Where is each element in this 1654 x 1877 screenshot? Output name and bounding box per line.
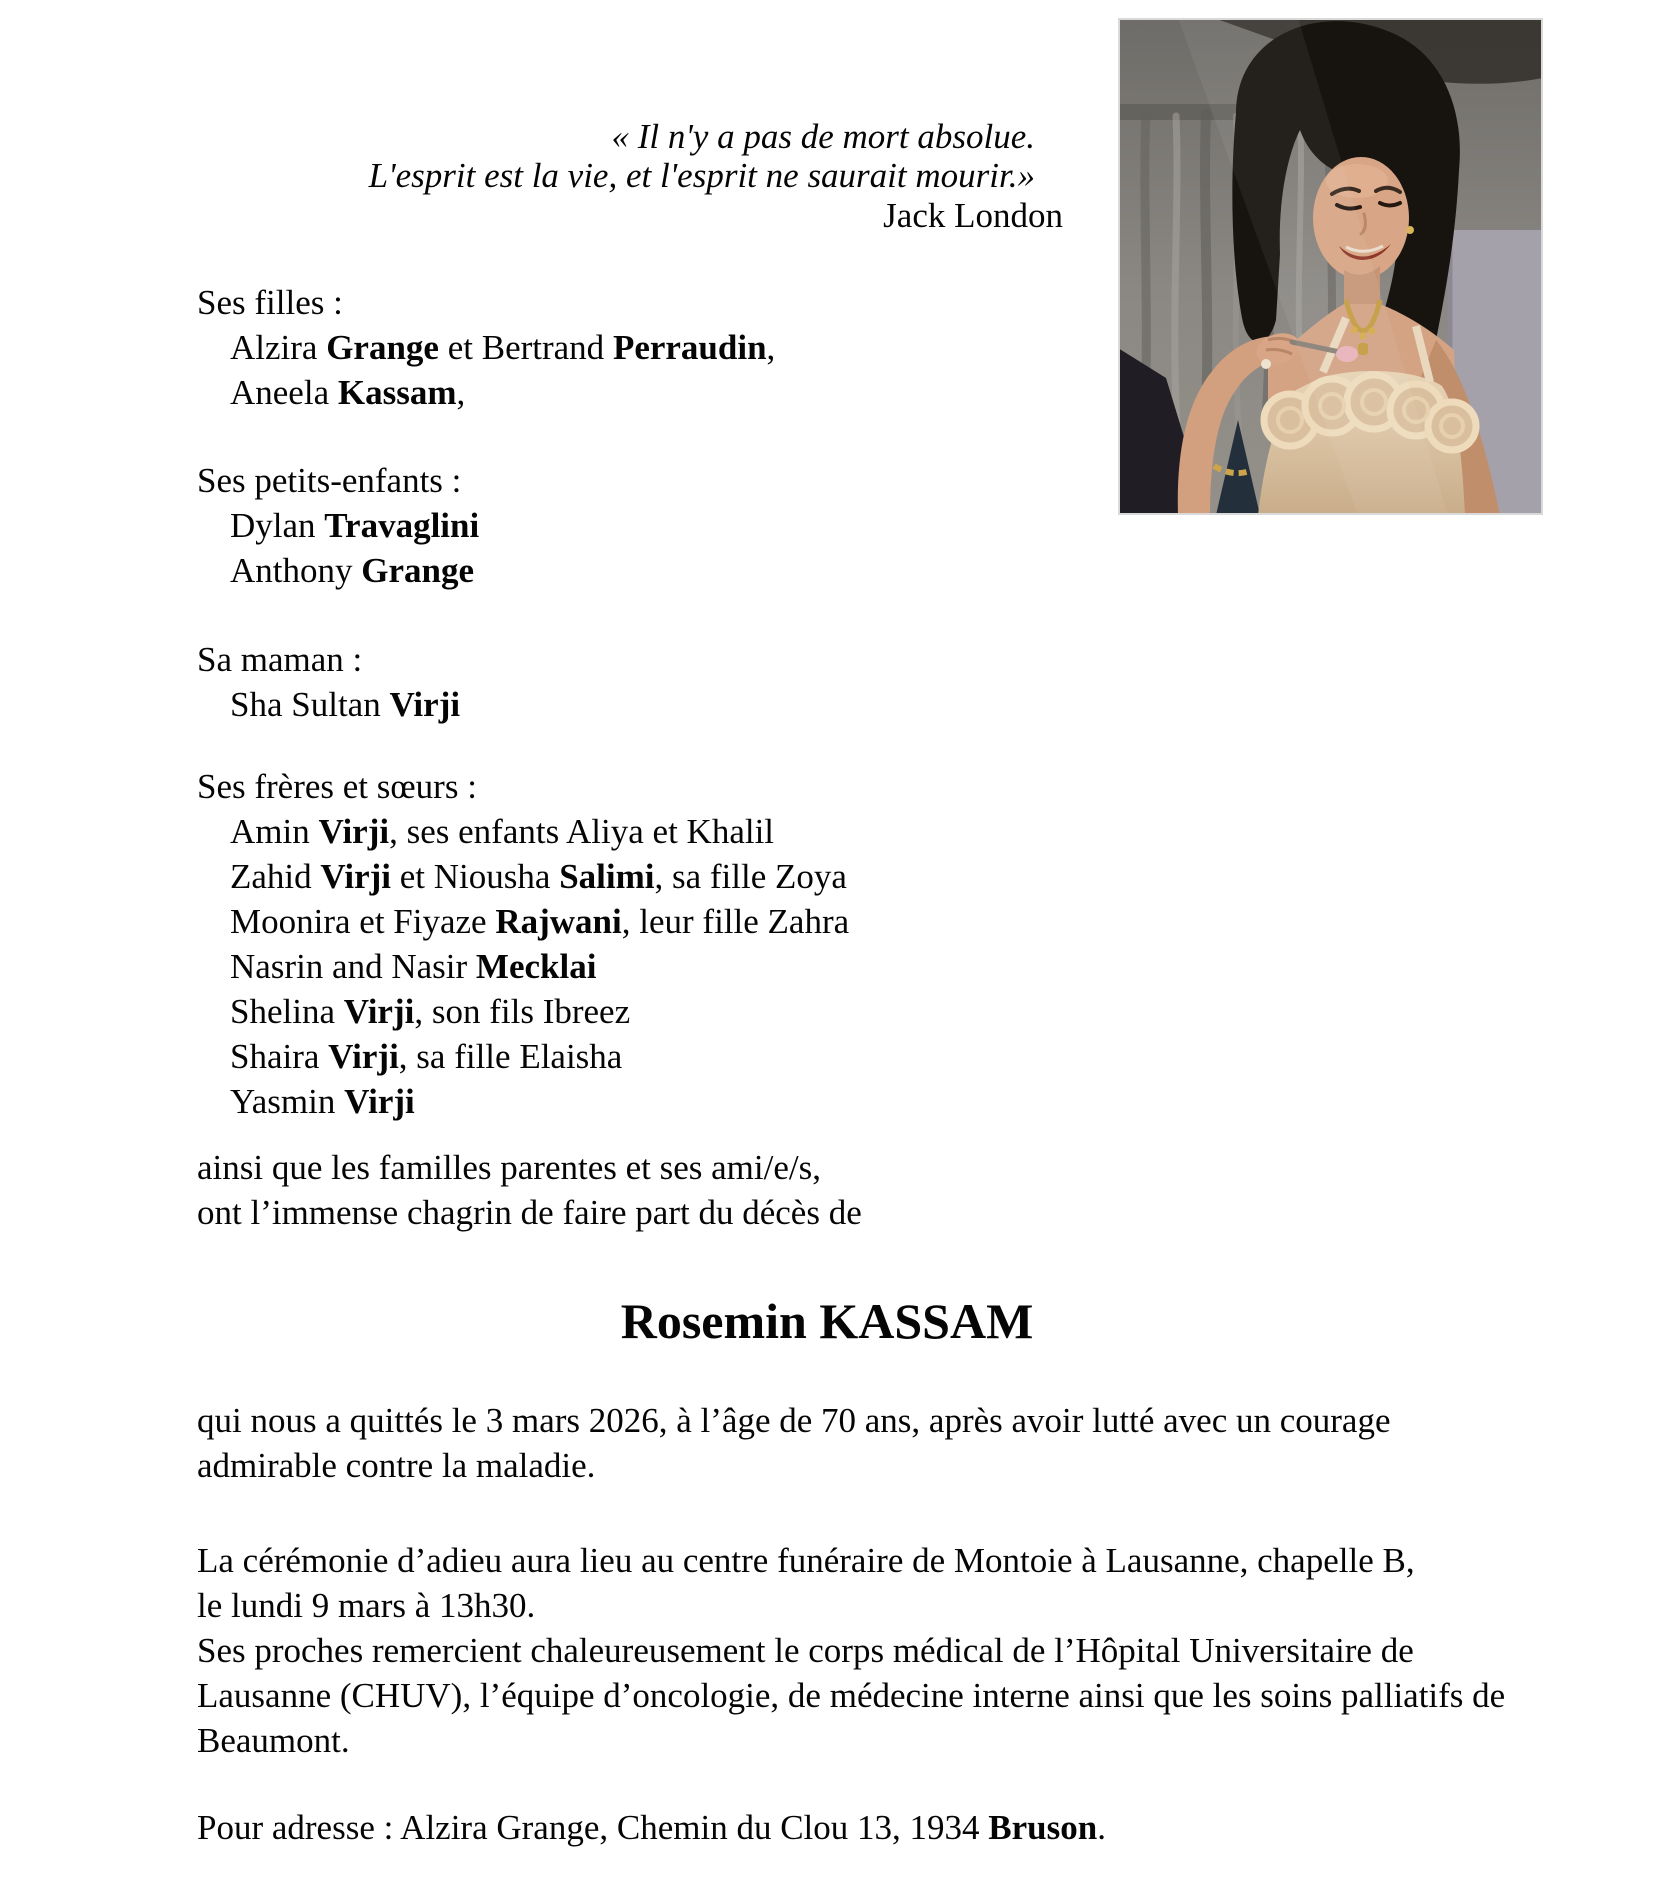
portrait-photo [1118,18,1543,515]
text-segment: , ses enfants Aliya et Khalil [389,812,775,851]
text-segment: , son fils Ibreez [414,992,631,1031]
closing-line-2: ont l’immense chagrin de faire part du décès de [197,1193,862,1232]
section-mother [197,637,460,727]
surname-bold: Mecklai [475,947,597,986]
surname-bold: Virji [344,1082,415,1121]
section-grandchildren [197,458,479,593]
text-line: admirable contre la maladie. [197,1446,596,1485]
surname-bold: Virji [328,1037,399,1076]
text-segment: Alzira [230,328,327,367]
text-segment: et Niousha [391,857,560,896]
surname-bold: Virji [343,992,415,1031]
text-segment: Anthony [230,551,362,590]
quote-author: Jack London [883,196,1063,235]
surname-bold: Virji [389,685,461,724]
text-line [230,503,479,548]
text-segment: Dylan [230,506,325,545]
section-heading: Ses filles : [197,283,343,322]
surname-bold: Travaglini [324,506,480,545]
text-segment: Shaira [230,1037,329,1076]
text-segment: , [766,328,776,367]
text-line [230,1079,849,1124]
text-segment: , [456,373,466,412]
surname-bold: Salimi [559,857,655,896]
text-line [230,854,849,899]
section-items [197,325,775,415]
text-line: La cérémonie d’adieu aura lieu au centre funéraire de Montoie à Lausanne, chapelle B, [197,1541,1415,1580]
text-segment: Amin [230,812,319,851]
closing-block [197,1145,862,1235]
death-paragraph [197,1398,1391,1488]
portrait-photo-image [1118,18,1543,515]
text-segment: , sa fille Zoya [654,857,847,896]
text-line [230,899,849,944]
text-line: Ses proches remercient chaleureusement le corps médical de l’Hôpital Universitaire de [197,1631,1414,1670]
section-items [197,682,460,727]
text-segment: Moonira et Fiyaze [230,902,496,941]
section-siblings [197,764,849,1124]
surname-bold: Perraudin [612,328,767,367]
text-segment: , leur fille Zahra [621,902,850,941]
text-line [230,682,460,727]
section-heading: Ses frères et sœurs : [197,767,477,806]
surname-bold: Grange [326,328,439,367]
text-line [230,944,849,989]
section-heading: Sa maman : [197,640,363,679]
surname-bold: Virji [320,857,392,896]
text-line [230,370,775,415]
text-line: Lausanne (CHUV), l’équipe d’oncologie, de médecine interne ainsi que les soins palliatifs de [197,1676,1506,1715]
text-segment: Nasrin and Nasir [230,947,476,986]
text-line: qui nous a quittés le 3 mars 2026, à l’âge de 70 ans, après avoir lutté avec un courage [197,1401,1391,1440]
surname-bold: Kassam [337,373,457,412]
closing-line-1: ainsi que les familles parentes et ses ami/e/s, [197,1148,821,1187]
text-segment: Shelina [230,992,344,1031]
text-segment: Aneela [230,373,338,412]
text-segment: Zahid [230,857,321,896]
surname-bold: Grange [361,551,475,590]
text-segment: et Bertrand [438,328,613,367]
text-segment: Pour adresse : Alzira Grange, Chemin du Clou 13, 1934 [197,1808,989,1847]
section-items [197,503,479,593]
text-line: le lundi 9 mars à 13h30. [197,1586,536,1625]
section-heading: Ses petits-enfants : [197,461,462,500]
surname-bold: Bruson [988,1808,1098,1847]
deceased-name: Rosemin KASSAM [620,1293,1034,1349]
text-segment: , sa fille Elaisha [398,1037,623,1076]
text-line: Beaumont. [197,1721,350,1760]
section-daughters [197,280,775,415]
text-line [230,325,775,370]
quote-block [197,117,1063,237]
text-segment: . [1097,1808,1106,1847]
surname-bold: Virji [318,812,390,851]
address-line [197,1805,1106,1850]
text-line [230,989,849,1034]
quote-line-2: L'esprit est la vie, et l'esprit ne saurait mourir.» [368,156,1035,195]
ceremony-paragraph [197,1538,1505,1763]
text-line [230,1034,849,1079]
text-segment: Yasmin [230,1082,345,1121]
text-line [230,548,479,593]
text-line [230,809,849,854]
section-items [197,809,849,1124]
quote-line-1: « Il n'y a pas de mort absolue. [611,117,1035,156]
text-segment: Sha Sultan [230,685,390,724]
surname-bold: Rajwani [495,902,622,941]
